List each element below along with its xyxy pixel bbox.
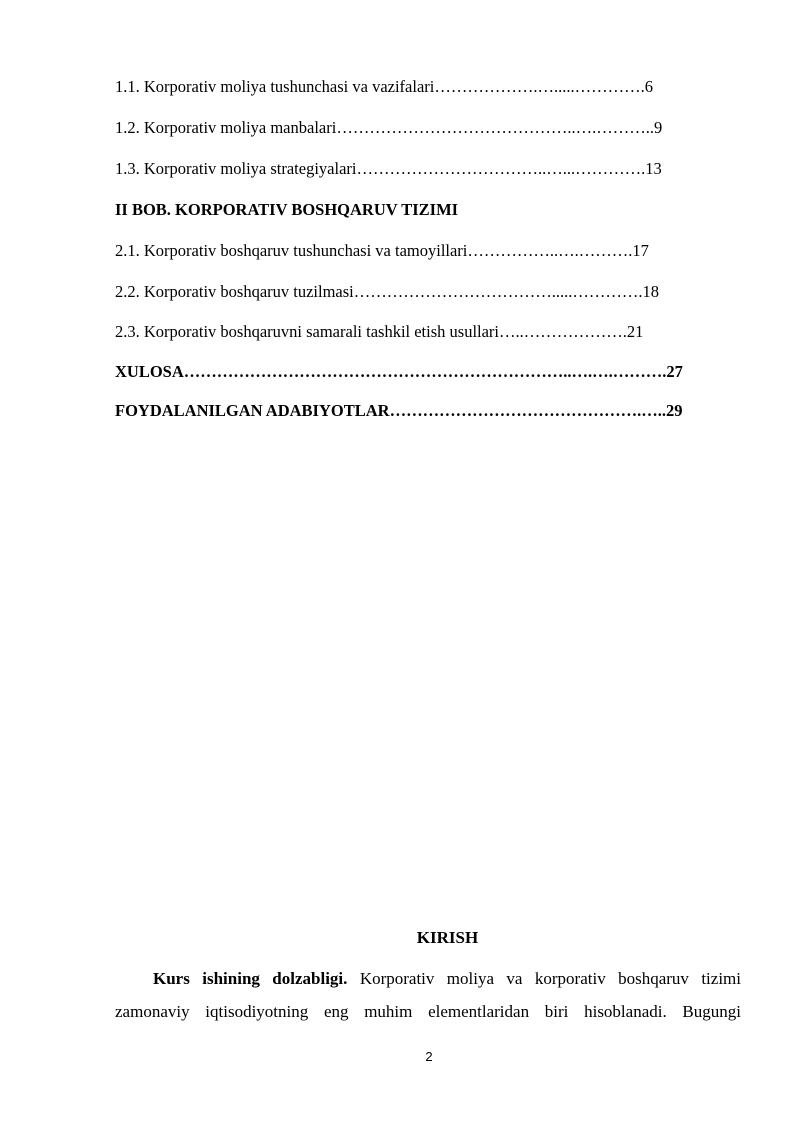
page-number: 2 xyxy=(425,1049,433,1064)
toc-item-1-1[interactable]: 1.1. Korporativ moliya tushunchasi va vazifalari……………….….....………….6 xyxy=(115,77,653,96)
toc-item-1-2[interactable]: 1.2. Korporativ moliya manbalari……………………………………..….………..9 xyxy=(115,118,663,137)
section-heading-kirish: KIRISH xyxy=(416,928,479,947)
toc-chapter-2-heading[interactable]: II BOB. KORPORATIV BOSHQARUV TIZIMI xyxy=(115,200,459,219)
toc-references[interactable]: FOYDALANILGAN ADABIYOTLAR……………………………………….…..29 xyxy=(115,401,683,420)
intro-paragraph-line-1 xyxy=(115,962,741,995)
toc-item-2-1[interactable]: 2.1. Korporativ boshqaruv tushunchasi va tamoyillari……………..….……….17 xyxy=(115,241,649,260)
toc-item-2-3[interactable]: 2.3. Korporativ boshqaruvni samarali tashkil etish usullari…..……………….21 xyxy=(115,322,644,341)
toc-item-1-3[interactable]: 1.3. Korporativ moliya strategiyalari……………………………..…...………….13 xyxy=(115,159,662,178)
intro-lead-bold: Kurs ishining dolzabligi. xyxy=(153,969,348,988)
intro-paragraph xyxy=(115,962,741,1028)
toc-item-2-2[interactable]: 2.2. Korporativ boshqaruv tuzilmasi……………………………….....………….18 xyxy=(115,282,660,301)
intro-line-1-rest: Korporativ moliya va korporativ boshqaruv tizimi xyxy=(347,969,741,988)
intro-paragraph-line-2: zamonaviy iqtisodiyotning eng muhim elementlaridan biri hisoblanadi. Bugungi xyxy=(115,1002,741,1021)
toc-conclusion[interactable]: XULOSA……………………………………………………………..….….……….27 xyxy=(115,362,683,381)
